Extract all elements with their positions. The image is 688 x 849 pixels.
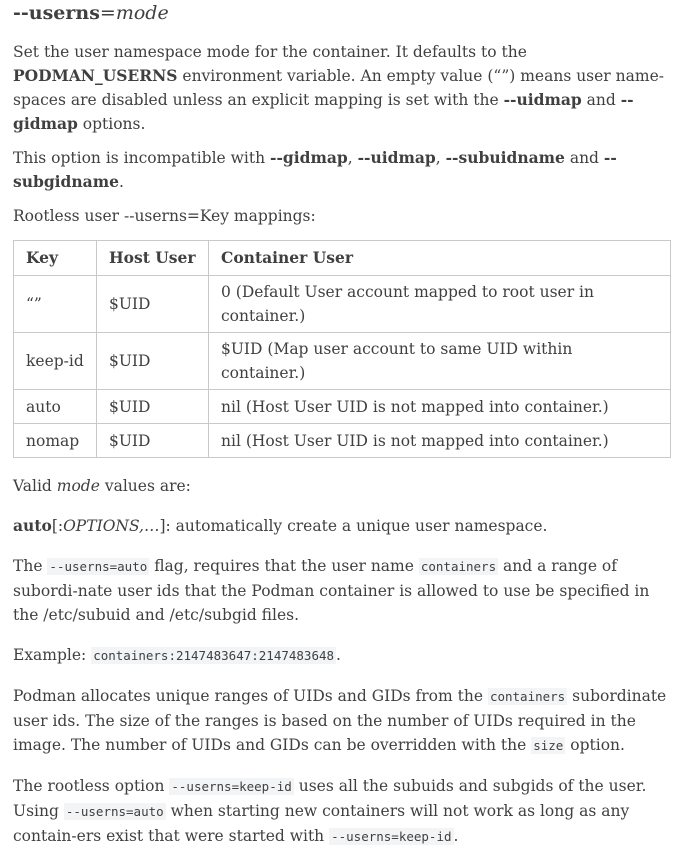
cell-container-user: nil (Host User UID is not mapped into container.) <box>209 424 671 458</box>
incompat-option: --uidmap <box>357 148 436 167</box>
rootless-text: uses all the subuids and subgids of the user. Using <box>13 777 647 820</box>
allocates-paragraph <box>13 684 675 758</box>
example-label: Example: <box>13 646 92 664</box>
table-row <box>14 424 671 458</box>
auto-mode-name: auto <box>13 516 52 535</box>
intro-text: Set the user namespace mode for the container. It defaults to the <box>13 43 527 61</box>
gidmap-option: --gidmap <box>13 90 634 133</box>
auto-flag-text: The <box>13 557 48 575</box>
incompat-text: This option is incompatible with <box>13 149 271 167</box>
code-snippet: size <box>533 738 564 753</box>
auto-flag-text: flag, requires that the user name <box>149 557 419 575</box>
incompat-option: --gidmap <box>270 148 348 167</box>
code-snippet: containers:2147483647:2147483648 <box>93 648 335 663</box>
cell-key: auto <box>14 390 97 424</box>
header-key: Key <box>14 241 97 276</box>
cell-key: nomap <box>14 424 97 458</box>
mode-word: mode <box>56 477 100 495</box>
code-snippet: --userns=keep-id <box>331 829 452 844</box>
incompat-option: --subgidname <box>13 148 617 191</box>
code-snippet: --userns=keep-id <box>171 779 292 794</box>
key-mappings-table <box>13 240 671 458</box>
cell-host-user: $UID <box>97 333 209 390</box>
env-var: PODMAN_USERNS <box>13 66 178 85</box>
option-heading <box>13 0 675 26</box>
intro-text: options. <box>77 115 146 133</box>
cell-container-user: $UID (Map user account to same UID within container.) <box>209 333 671 390</box>
incompat-option: --subuidname <box>445 148 565 167</box>
separator: , <box>347 149 358 167</box>
example-paragraph <box>13 643 675 668</box>
cell-container-user: 0 (Default User account mapped to root user in container.) <box>209 276 671 333</box>
cell-container-user: nil (Host User UID is not mapped into container.) <box>209 390 671 424</box>
header-container-user: Container User <box>209 241 671 276</box>
table-header-row <box>14 241 671 276</box>
option-flag: --userns <box>13 2 100 24</box>
cell-host-user: $UID <box>97 276 209 333</box>
cell-key: “” <box>14 276 97 333</box>
option-arg: mode <box>115 2 169 24</box>
code-snippet: containers <box>489 689 566 704</box>
auto-flag-paragraph <box>13 554 675 627</box>
auto-description: ]: automatically create a unique user namespace. <box>159 517 548 535</box>
valid-text: values are: <box>99 477 191 495</box>
cell-key: keep-id <box>14 333 97 390</box>
cell-host-user: $UID <box>97 390 209 424</box>
example-text: . <box>336 646 341 664</box>
incompat-paragraph <box>13 146 675 194</box>
cell-host-user: $UID <box>97 424 209 458</box>
uidmap-option: --uidmap <box>503 90 582 109</box>
valid-text: Valid <box>13 477 57 495</box>
table-row <box>14 390 671 424</box>
auto-bracket: [: <box>51 517 64 535</box>
intro-text: and <box>581 91 621 109</box>
auto-flag-text: and a range of subordi-nate user ids that the Podman container is allowed to use be specified in the /etc/subuid and /etc/subgid files. <box>13 557 650 624</box>
valid-modes-paragraph <box>13 474 675 498</box>
allocates-text: subordinate user ids. The size of the ranges is based on the number of UIDs required in the image. The number of UIDs and GIDs can be overridden with the <box>13 687 667 754</box>
table-row <box>14 276 671 333</box>
mappings-intro: Rootless user --userns=Key mappings: <box>13 207 316 225</box>
option-equals: = <box>99 2 116 24</box>
intro-paragraph <box>13 40 675 136</box>
auto-definition <box>13 514 675 538</box>
rootless-paragraph <box>13 774 675 849</box>
code-snippet: containers <box>420 559 497 574</box>
allocates-text: Podman allocates unique ranges of UIDs and GIDs from the <box>13 687 488 705</box>
rootless-text: The rootless option <box>13 777 170 795</box>
code-snippet: --userns=auto <box>49 559 148 574</box>
allocates-text: option. <box>565 736 625 754</box>
rootless-text: . <box>453 827 459 845</box>
rootless-text: when starting new containers will not work as long as any contain-ers exist that were started with <box>13 802 630 845</box>
auto-options: OPTIONS,… <box>63 517 160 535</box>
incompat-text: . <box>118 173 124 191</box>
header-host-user: Host User <box>97 241 209 276</box>
intro-text: environment variable. An empty value (“”) means user name-spaces are disabled unless an explicit mapping is set with the <box>13 67 664 109</box>
table-row <box>14 333 671 390</box>
code-snippet: --userns=auto <box>65 804 164 819</box>
separator: and <box>564 149 604 167</box>
separator: , <box>435 149 446 167</box>
